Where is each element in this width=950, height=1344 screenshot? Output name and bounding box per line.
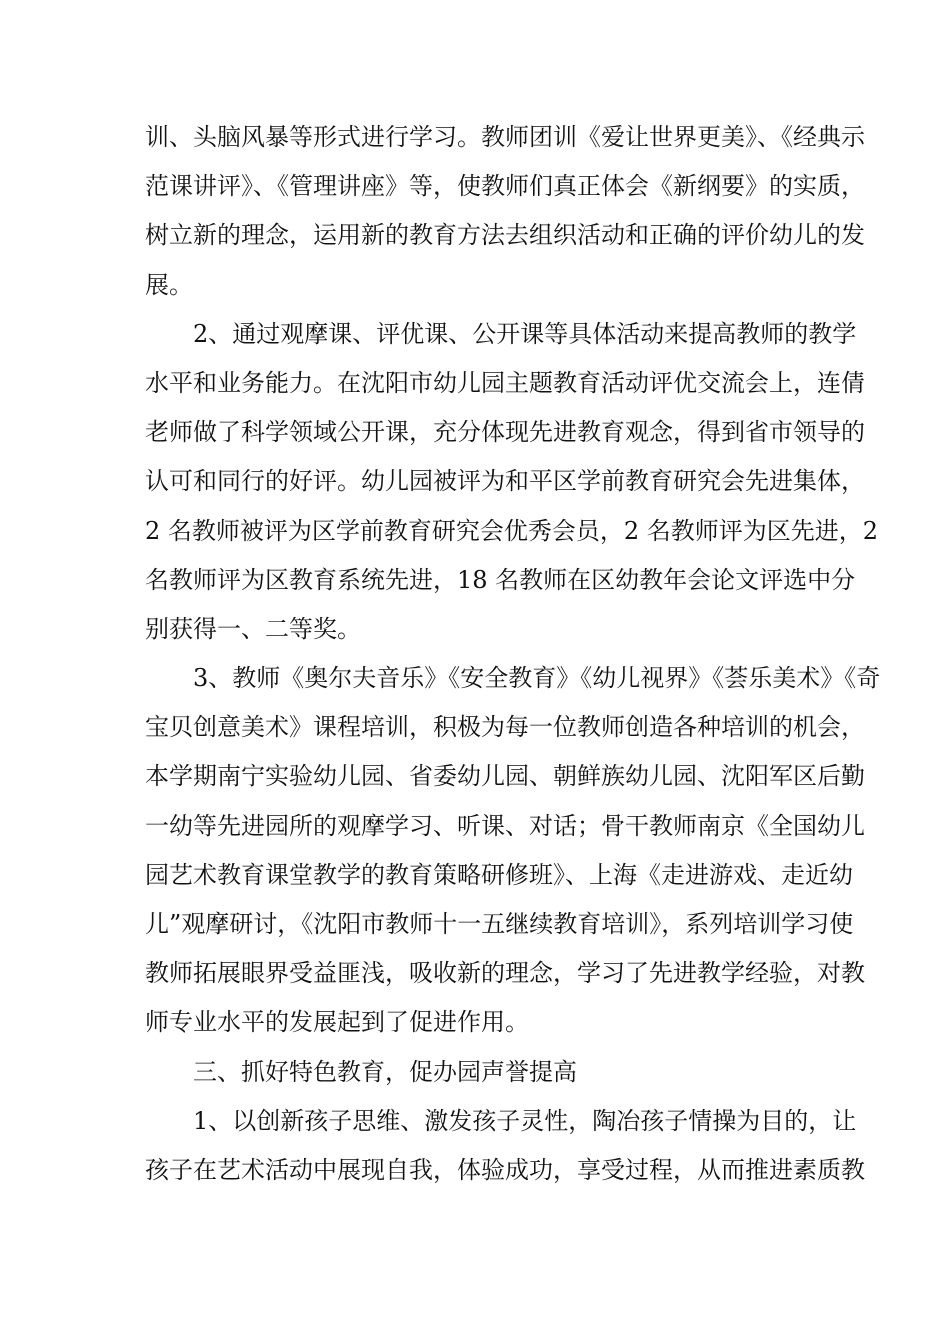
text-line: 儿”观摩研讨，《沈阳市教师十一五继续教育培训》，系列培训学习使 [145,910,854,938]
text-line: 展。 [145,270,193,299]
text-line: 园艺术教育课堂教学的教育策略研修班》、上海《走进游戏、走近幼 [145,860,853,889]
text-line: 师专业水平的发展起到了促进作用。 [145,1008,529,1037]
text-line: 树立新的理念，运用新的教育方法去组织活动和正确的评价幼儿的发 [145,221,865,250]
text-line: 宝贝创意美术》课程培训，积极为每一位教师创造各种培训的机会， [145,713,865,742]
paragraph-start-line: 2、通过观摩课、评优课、公开课等具体活动来提高教师的教学 [193,319,857,348]
text-line: 2 名教师被评为区学前教育研究会优秀会员，2 名教师评为区先进，2 [145,516,879,545]
text-line: 一幼等先进园所的观摩学习、听课、对话；骨干教师南京《全国幼儿 [145,811,865,840]
text-line: 名教师评为区教育系统先进，18 名教师在区幼教年会论文评选中分 [145,565,856,594]
text-line: 教师拓展眼界受益匪浅，吸收新的理念，学习了先进教学经验，对教 [145,959,865,988]
body-text [145,113,881,1195]
text-line: 本学期南宁实验幼儿园、省委幼儿园、朝鲜族幼儿园、沈阳军区后勤 [145,762,865,791]
text-line: 认可和同行的好评。幼儿园被评为和平区学前教育研究会先进集体， [145,467,865,496]
paragraph-start-line: 1、以创新孩子思维、激发孩子灵性，陶冶孩子情操为目的，让 [193,1106,857,1135]
text-line: 别获得一、二等奖。 [145,614,361,643]
text-line: 老师做了科学领域公开课，充分体现先进教育观念，得到省市领导的 [145,418,865,447]
section-heading: 三、抓好特色教育，促办园声誉提高 [193,1057,577,1086]
text-line: 水平和业务能力。在沈阳市幼儿园主题教育活动评优交流会上，连倩 [145,368,865,397]
text-line: 训、头脑风暴等形式进行学习。教师团训《爱让世界更美》、《经典示 [145,123,865,151]
paragraph-start-line: 3、教师《奥尔夫音乐》《安全教育》《幼儿视界》《荟乐美术》《奇 [193,664,881,693]
text-line: 孩子在艺术活动中展现自我，体验成功，享受过程，从而推进素质教 [145,1155,865,1184]
text-line: 范课讲评》、《管理讲座》等，使教师们真正体会《新纲要》的实质， [145,172,865,201]
